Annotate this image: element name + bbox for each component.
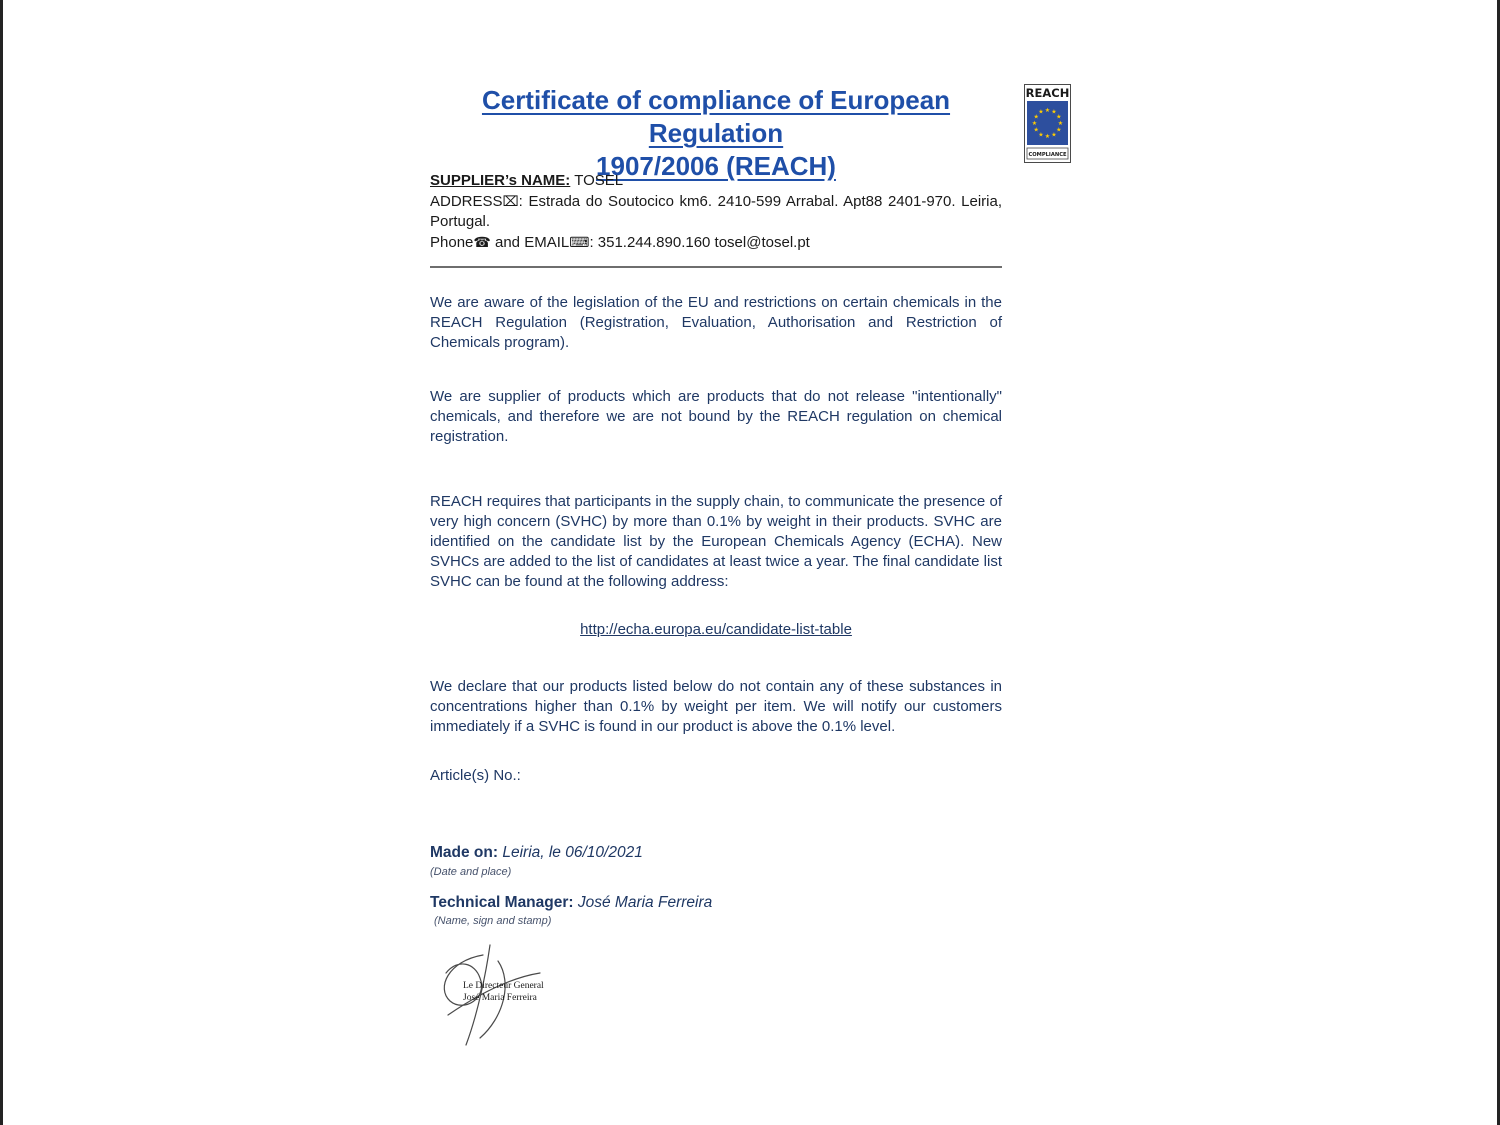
- eu-star-icon: ★: [1033, 126, 1039, 134]
- section-divider: [430, 266, 1002, 268]
- supplier-name-row: [430, 171, 1002, 191]
- technical-manager-row: [430, 894, 1002, 912]
- address-value: : Estrada do Soutocico km6. 2410-599 Arrabal. Apt88 2401-970. Leiria, Portugal.: [430, 193, 1002, 230]
- supplier-name-value: TOSEL: [574, 172, 624, 189]
- eu-star-icon: ★: [1031, 120, 1038, 127]
- eu-star-icon: ★: [1038, 108, 1044, 116]
- title-line-1: Certificate of compliance of European Regulation: [481, 85, 951, 148]
- paragraph-supplier-products: We are supplier of products which are products that do not release "intentionally" chemicals, and therefore we are not bound by the REACH regulation on chemical registration.: [430, 388, 1002, 445]
- candidate-list-link[interactable]: http://echa.europa.eu/candidate-list-table: [580, 621, 852, 638]
- reach-compliance-logo: [1024, 84, 1071, 163]
- eu-star-icon: ★: [1051, 131, 1057, 139]
- scan-edge-left: [0, 0, 3, 1125]
- reach-logo-compliance-label: COMPLIANCE: [1028, 152, 1067, 158]
- phone-label: Phone: [430, 234, 474, 251]
- supplier-block: [430, 171, 1002, 253]
- eu-star-icon: ★: [1033, 113, 1039, 121]
- stamp-line-1: Le Directeur General: [463, 981, 544, 991]
- signature-block: [428, 943, 563, 1051]
- eu-star-icon: ★: [1044, 107, 1051, 114]
- email-label: and EMAIL: [490, 234, 570, 251]
- made-on-value: Leiria, le 06/10/2021: [502, 844, 643, 861]
- technical-manager-value: José Maria Ferreira: [577, 894, 713, 911]
- date-place-note: (Date and place): [430, 866, 512, 878]
- envelope-icon: ⌧: [502, 193, 519, 209]
- reach-logo-title: REACH: [1025, 86, 1070, 100]
- candidate-list-link-row: [430, 621, 1002, 638]
- eu-star-icon: ★: [1044, 133, 1051, 140]
- document-title: [430, 84, 1002, 183]
- name-sign-stamp-note: (Name, sign and stamp): [434, 915, 552, 927]
- eu-star-icon: ★: [1057, 120, 1064, 127]
- address-label: ADDRESS: [430, 193, 503, 210]
- contact-value: : 351.244.890.160 tosel@tosel.pt: [589, 234, 810, 251]
- stamp-line-2: José Maria Ferreira: [463, 993, 537, 1003]
- supplier-contact-row: [430, 232, 1002, 253]
- phone-icon: ☎: [473, 234, 491, 250]
- paragraph-reach-requires: REACH requires that participants in the supply chain, to communicate the presence of very high concern (SVHC) by more than 0.1% by weight in their products. SVHC are identified on the candidate list by the European Chemicals Agency (ECHA). New SVHCs are added to the list of candidates at least twice a year. The final candidate list SVHC can be found at the following address:: [430, 493, 1002, 590]
- eu-star-icon: ★: [1056, 113, 1062, 121]
- paragraph-declaration: We declare that our products listed below do not contain any of these substances in concentrations higher than 0.1% by weight per item. We will notify our customers immediately if a SVHC is found in our product is above the 0.1% level.: [430, 678, 1002, 735]
- made-on-row: [430, 844, 1002, 862]
- stamp-text: [463, 980, 573, 1004]
- supplier-address-row: [430, 191, 1002, 232]
- fax-icon: ⌨: [569, 234, 590, 250]
- title-line-2: 1907/2006 (REACH): [596, 151, 836, 181]
- eu-star-icon: ★: [1056, 126, 1062, 134]
- made-on-label: Made on:: [430, 844, 499, 861]
- technical-manager-label: Technical Manager:: [430, 894, 574, 911]
- supplier-name-label: SUPPLIER’s NAME:: [430, 172, 571, 189]
- paragraph-aware-legislation: We are aware of the legislation of the EU and restrictions on certain chemicals in the REACH Regulation (Registration, Evaluation, Authorisation and Restriction of Chemicals program).: [430, 294, 1002, 351]
- reach-logo-graphic: [1024, 84, 1071, 163]
- eu-star-icon: ★: [1038, 131, 1044, 139]
- articles-no-label: Article(s) No.:: [430, 767, 521, 784]
- eu-star-icon: ★: [1051, 108, 1057, 116]
